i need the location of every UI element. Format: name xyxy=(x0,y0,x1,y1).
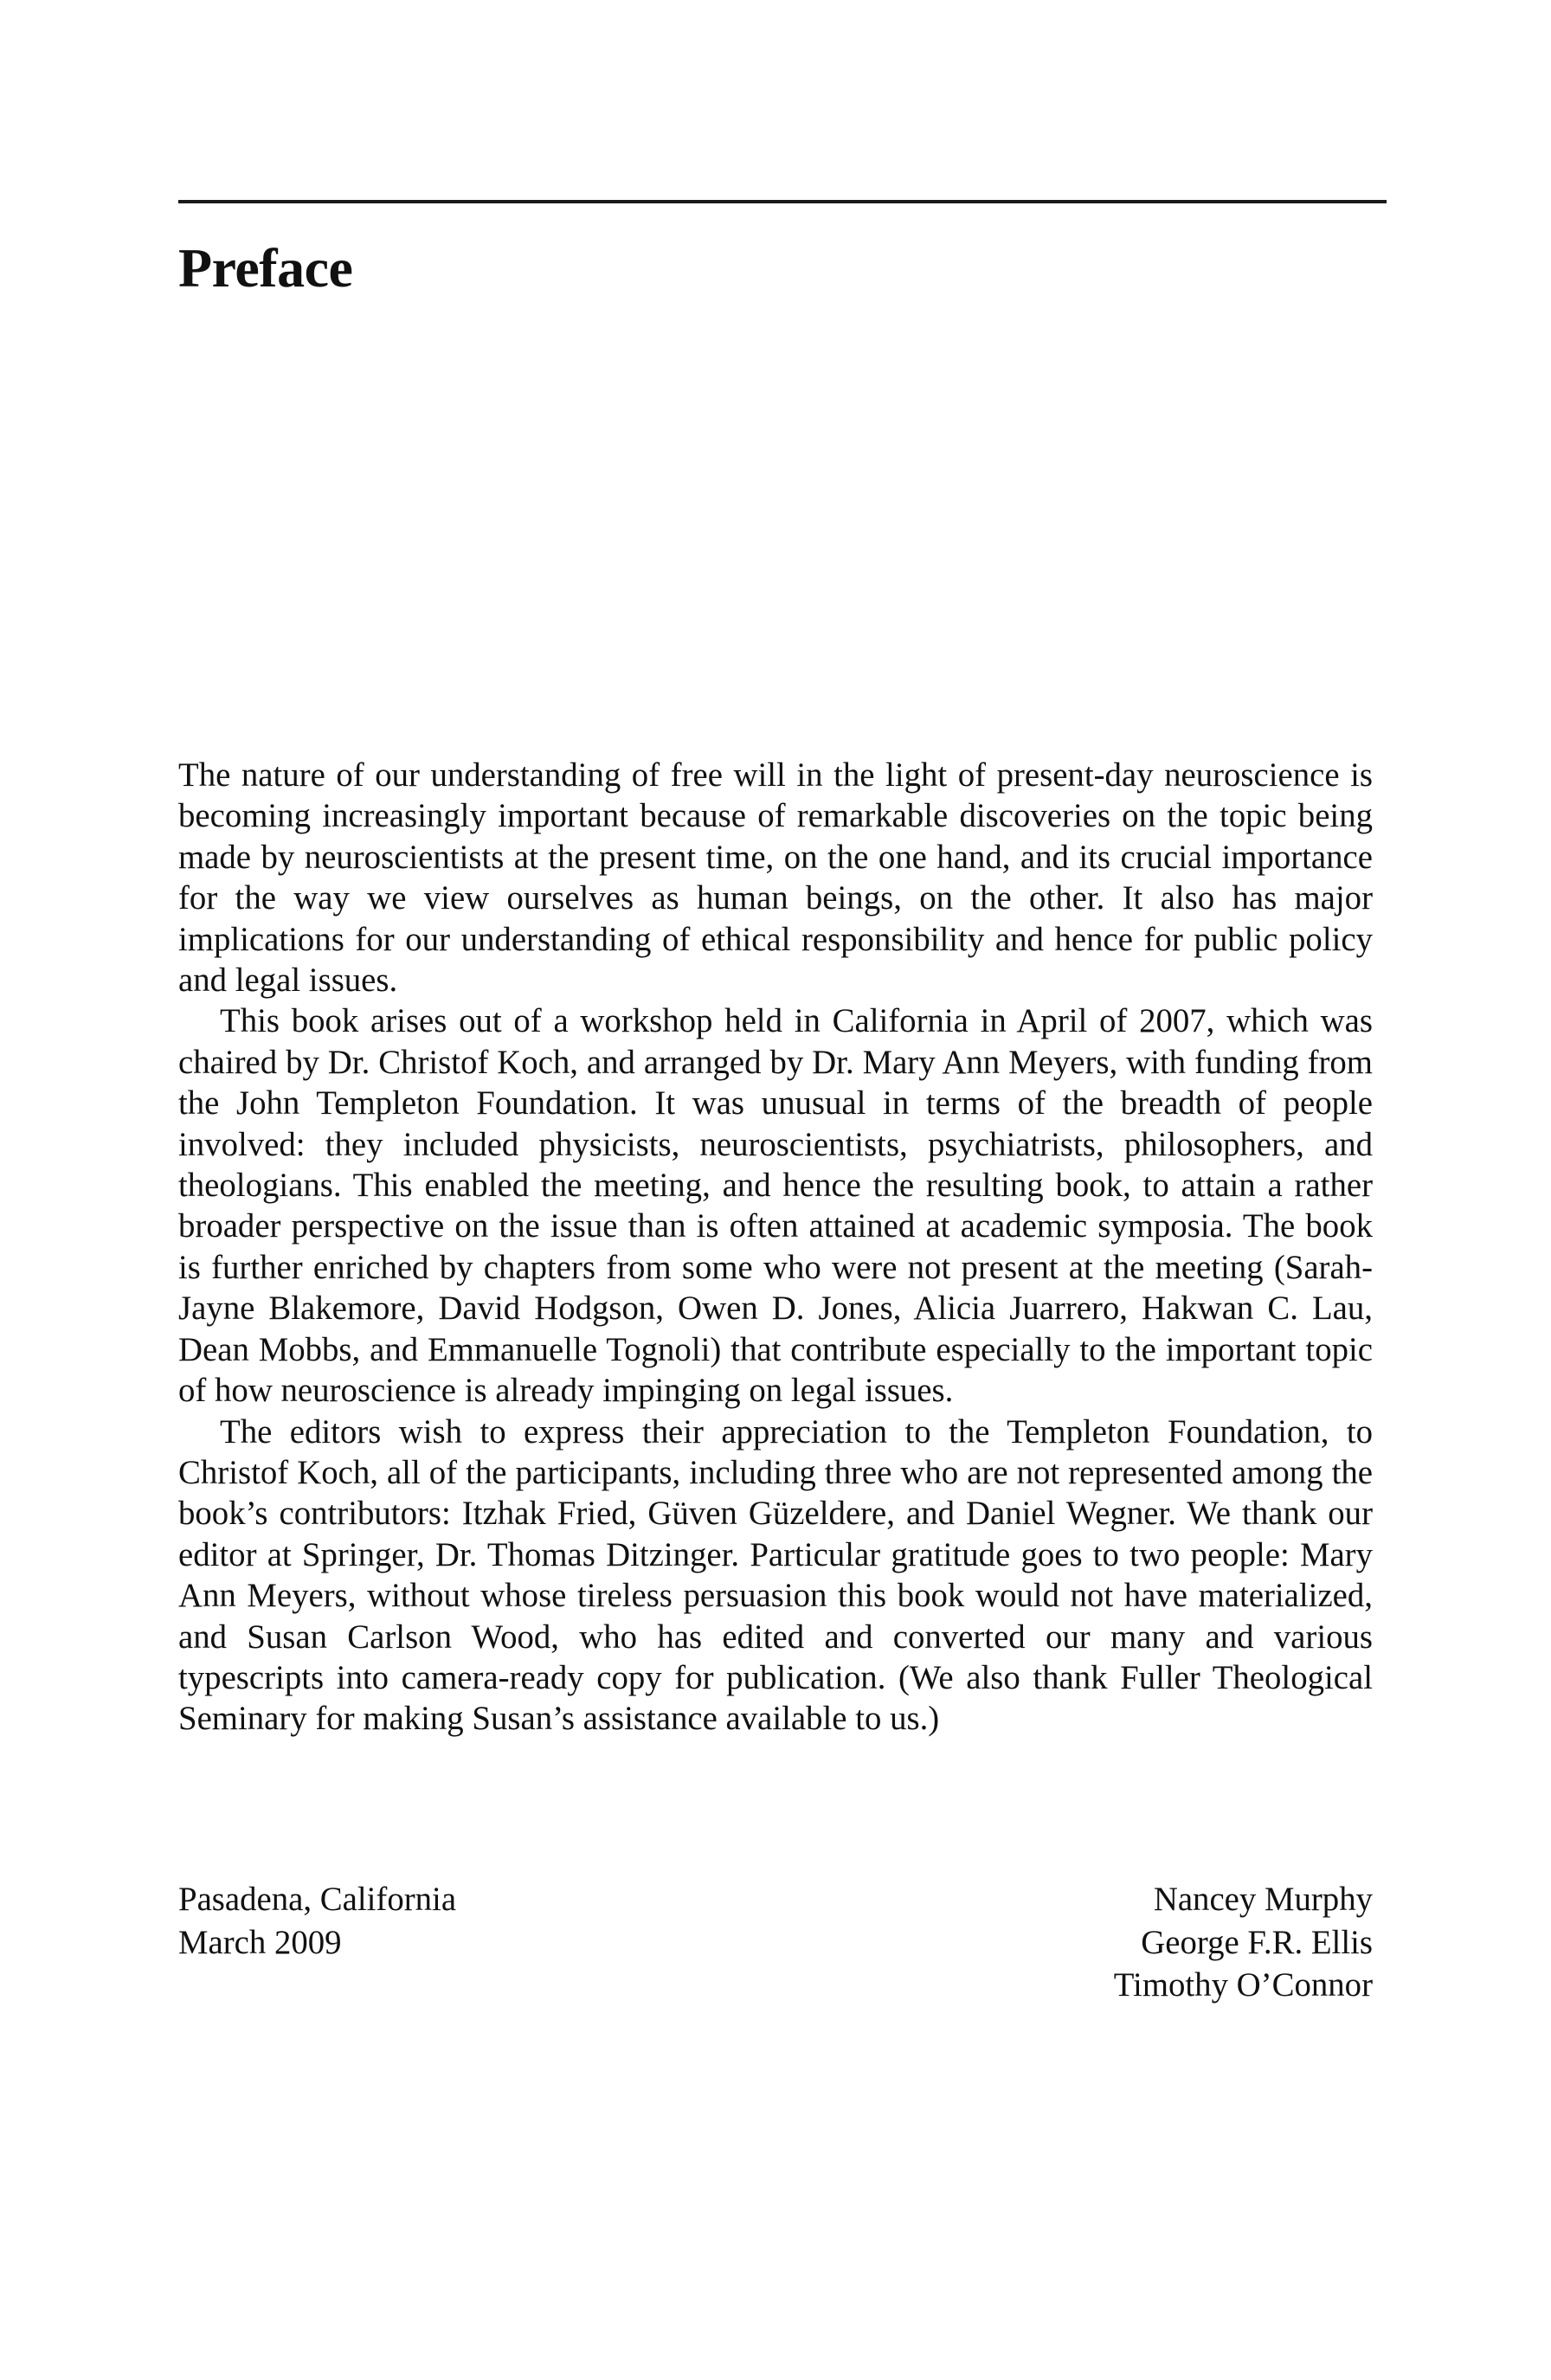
chapter-title: Preface xyxy=(178,237,353,299)
editor-name: Nancey Murphy xyxy=(1153,1881,1373,1918)
paragraph-2: This book arises out of a workshop held in California in April of 2007, which was chaired by Dr. Christof Koch, and arranged by Dr. Mary Ann Meyers, with funding from the John Templeton Foundation. It was unusual in terms of the breadth of people involved: they included physicists, neuroscientists, psychiatrists, philosophers, and theologians. This enabled the meeting, and hence the resulting book, to attain a rather broader perspective on the issue than is often attained at academic symposia. The book is further enriched by chapters from some who were not present at the meeting (Sarah-Jayne Blakemore, David Hodgson, Owen D. Jones, Alicia Juarrero, Hakwan C. Lau, Dean Mobbs, and Emmanuelle Tognoli) that contribute especially to the important topic of how neuroscience is already impinging on legal issues. xyxy=(178,1002,1373,1410)
editor-name: George F.R. Ellis xyxy=(1141,1923,1373,1961)
editor-signatures xyxy=(1114,1878,1373,2007)
place-and-date xyxy=(178,1878,456,1964)
paragraph-1: The nature of our understanding of free will in the light of present-day neuroscience is becoming increasingly important because of remarkable discoveries on the topic being made by neuroscientists at the present time, on the one hand, and its crucial importance for the way we view ourselves as human beings, on the other. It also has major implications for our understanding of ethical responsibility and hence for public policy and legal issues. xyxy=(178,756,1373,1000)
editor-name: Timothy O’Connor xyxy=(1113,1966,1373,2004)
date: March 2009 xyxy=(178,1923,342,1961)
paragraph-3: The editors wish to express their appreciation to the Templeton Foundation, to Christof Koch, all of the participants, including three who are not represented among the book’s contributors: Itzhak Fried, Güven Güzeldere, and Daniel Wegner. We thank our editor at Springer, Dr. Thomas Ditzinger. Particular gratitude goes to two people: Mary Ann Meyers, without whose tireless persuasion this book would not have materialized, and Susan Carlson Wood, who has edited and converted our many and various typescripts into camera-ready copy for publication. (We also thank Fuller Theological Seminary for making Susan’s assistance available to us.) xyxy=(178,1412,1373,1738)
preface-body xyxy=(178,755,1373,1740)
chapter-title-rule xyxy=(178,200,1387,203)
place: Pasadena, California xyxy=(178,1881,457,1918)
